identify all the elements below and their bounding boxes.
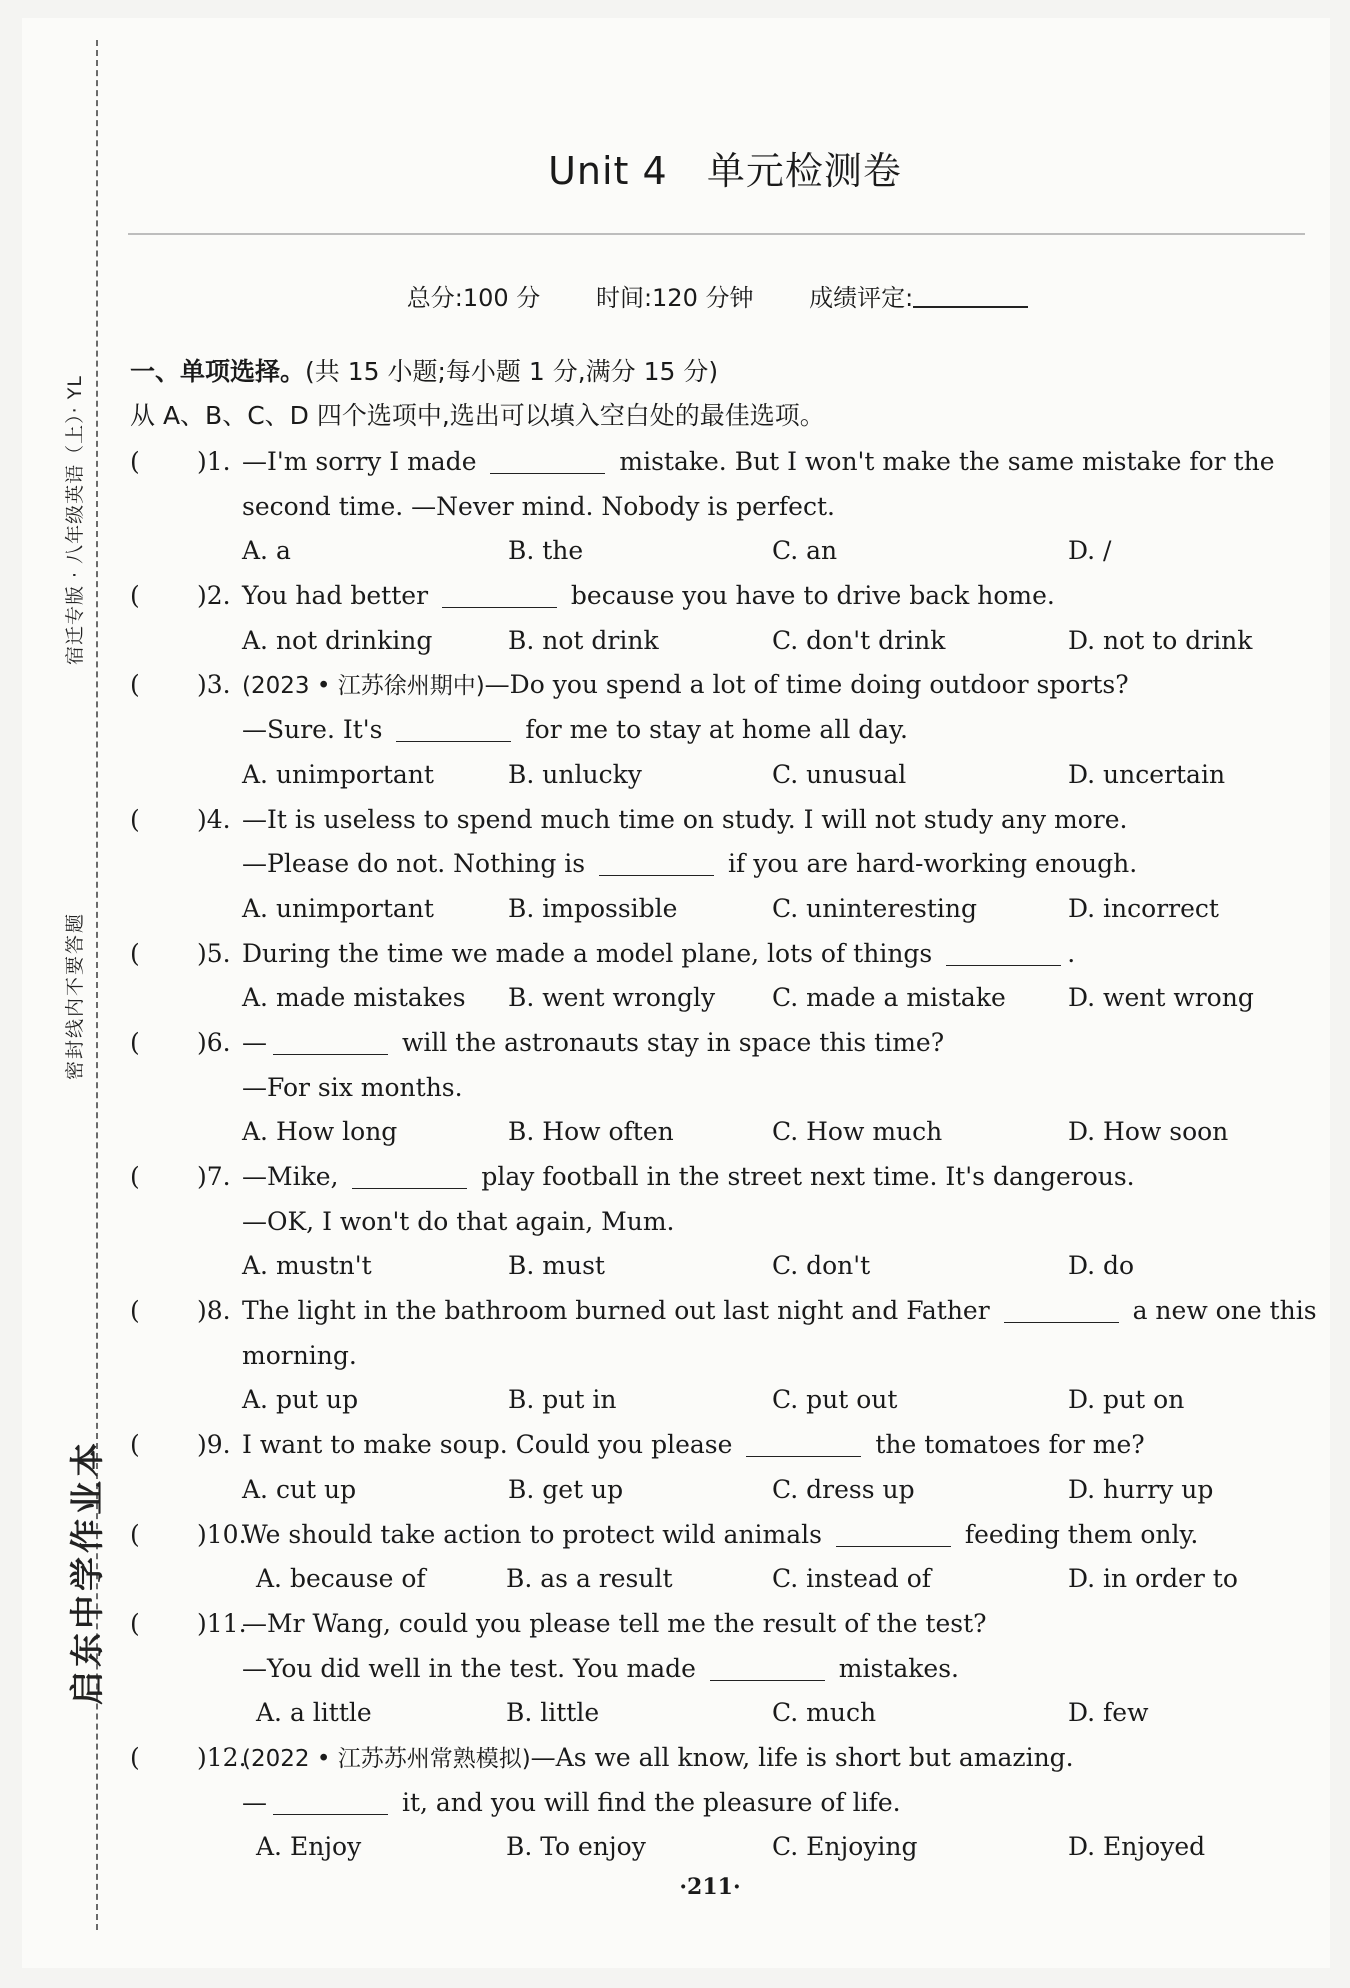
question-line: [130, 1736, 1310, 1781]
option-d[interactable]: D. /: [1068, 536, 1112, 566]
option-d[interactable]: D. put on: [1068, 1385, 1185, 1415]
options-row: [130, 976, 1310, 1021]
section-heading: [130, 352, 718, 388]
question-number: )2.: [197, 581, 231, 611]
option-d[interactable]: D. hurry up: [1068, 1474, 1214, 1504]
question-line: [130, 1334, 1310, 1379]
stem-text: if you are hard-working enough.: [720, 849, 1138, 879]
stem-text: —: [242, 1787, 267, 1817]
stem-text: We should take action to protect wild animals: [242, 1519, 830, 1549]
question-line: [130, 1200, 1310, 1245]
option-a[interactable]: A. made mistakes: [242, 983, 466, 1013]
stem-text: I want to make soup. Could you please: [242, 1430, 741, 1460]
question-item: [130, 1513, 1310, 1602]
option-c[interactable]: C. don't: [772, 1251, 871, 1281]
options-row: [130, 1110, 1310, 1155]
source-tag: (2023 • 江苏徐州期中): [242, 673, 485, 700]
stem-text: You had better: [242, 581, 436, 611]
question-line: [130, 1781, 1310, 1826]
option-d[interactable]: D. went wrong: [1068, 983, 1254, 1013]
option-d[interactable]: D. uncertain: [1068, 759, 1226, 789]
question-line: [130, 1021, 1310, 1066]
option-a[interactable]: A. Enjoy: [256, 1832, 362, 1862]
option-b[interactable]: B. get up: [508, 1474, 624, 1504]
question-stem: [242, 1289, 1317, 1334]
question-stem: [242, 1647, 959, 1692]
option-d[interactable]: D. incorrect: [1068, 893, 1219, 923]
question-number: )10.: [197, 1519, 247, 1549]
question-item: [130, 932, 1310, 1021]
answer-paren[interactable]: (: [130, 1742, 140, 1772]
question-line: [130, 1513, 1310, 1558]
options-row: [130, 1557, 1310, 1602]
option-d[interactable]: D. Enjoyed: [1068, 1832, 1206, 1862]
question-item: [130, 1602, 1310, 1736]
stem-text: —As we all know, life is short but amazing.: [530, 1742, 1074, 1772]
question-stem: [242, 1781, 901, 1826]
stem-text: —: [242, 1027, 267, 1057]
option-d[interactable]: D. do: [1068, 1251, 1135, 1281]
question-line: [130, 1066, 1310, 1111]
source-tag: (2022 • 江苏苏州常熟模拟): [242, 1745, 531, 1772]
page-title: Unit 4 单元检测卷: [548, 149, 902, 193]
question-stem: [242, 798, 1128, 843]
question-stem: [242, 1334, 357, 1379]
publisher-label: 启东中学作业本: [68, 1439, 108, 1705]
stem-text: —Sure. It's: [242, 715, 391, 745]
question-stem: [242, 1513, 1198, 1558]
stem-text: During the time we made a model plane, lots of things: [242, 938, 941, 968]
stem-text: will the astronauts stay in space this time?: [394, 1027, 945, 1057]
answer-paren[interactable]: (: [130, 447, 140, 476]
option-a[interactable]: A. How long: [242, 1117, 398, 1147]
grade-label: 成绩评定:: [809, 284, 914, 312]
stem-text: feeding them only.: [956, 1519, 1199, 1549]
question-number: )4.: [197, 804, 231, 834]
option-d[interactable]: D. few: [1068, 1698, 1149, 1728]
options-row: [130, 753, 1310, 798]
question-stem: [242, 708, 908, 753]
question-line: [130, 1289, 1317, 1334]
option-c[interactable]: C. unusual: [772, 759, 907, 789]
question-stem: [242, 1021, 944, 1066]
option-c[interactable]: C. made a mistake: [772, 983, 1006, 1013]
stem-text: —I'm sorry I made: [242, 447, 485, 476]
answer-blank[interactable]: [442, 581, 557, 608]
question-stem: [242, 1066, 463, 1111]
options-row: [130, 1378, 1310, 1423]
answer-paren[interactable]: (: [130, 670, 140, 700]
stem-text: a new one this: [1124, 1296, 1317, 1326]
option-b[interactable]: B. as a result: [506, 1564, 673, 1594]
question-stem: [242, 574, 1055, 619]
question-stem: [242, 932, 1075, 977]
question-number: )6.: [197, 1027, 231, 1057]
total-score: 总分:100 分: [406, 284, 541, 312]
option-c[interactable]: C. an: [772, 536, 838, 566]
option-b[interactable]: B. unlucky: [508, 759, 642, 789]
question-stem: [242, 663, 1129, 709]
option-d[interactable]: D. not to drink: [1068, 625, 1253, 655]
question-line: [130, 1647, 1310, 1692]
option-b[interactable]: B. How often: [508, 1117, 674, 1147]
answer-blank[interactable]: [1004, 1296, 1119, 1323]
question-number: )1.: [197, 447, 231, 476]
seal-notice: 密封线内不要答题: [64, 911, 86, 1080]
question-stem: [242, 485, 835, 530]
question-number: )7.: [197, 1162, 231, 1191]
stem-text: —It is useless to spend much time on study. I will not study any more.: [242, 804, 1128, 834]
option-a[interactable]: A. put up: [242, 1385, 359, 1415]
answer-paren[interactable]: (: [130, 938, 140, 968]
answer-blank[interactable]: [396, 715, 511, 742]
option-b[interactable]: B. To enjoy: [506, 1832, 646, 1862]
option-a[interactable]: A. a little: [256, 1698, 372, 1728]
option-b[interactable]: B. little: [506, 1698, 600, 1728]
stem-text: morning.: [242, 1340, 357, 1370]
time-limit: 时间:120 分钟: [595, 284, 754, 312]
stem-text: —Please do not. Nothing is: [242, 849, 594, 879]
option-d[interactable]: D. How soon: [1068, 1117, 1229, 1147]
answer-blank[interactable]: [746, 1430, 861, 1457]
answer-blank[interactable]: [490, 447, 605, 474]
stem-text: —Do you spend a lot of time doing outdoor sports?: [484, 670, 1129, 700]
option-c[interactable]: C. put out: [772, 1385, 898, 1415]
section-note: (共 15 小题;每小题 1 分,满分 15 分): [305, 357, 719, 386]
stem-text: —Mr Wang, could you please tell me the result of the test?: [242, 1608, 987, 1638]
question-line: [130, 798, 1310, 843]
option-b[interactable]: B. impossible: [508, 893, 678, 923]
question-line: [130, 708, 1310, 753]
answer-paren[interactable]: (: [130, 804, 140, 834]
stem-text: the tomatoes for me?: [867, 1430, 1145, 1460]
question-item: [130, 1021, 1310, 1155]
question-line: [130, 842, 1310, 887]
question-item: [130, 663, 1310, 797]
question-stem: [242, 1423, 1145, 1468]
answer-paren[interactable]: (: [130, 1027, 140, 1057]
question-number: )5.: [197, 938, 231, 968]
option-a[interactable]: A. a: [242, 536, 291, 566]
question-item: [130, 798, 1310, 932]
option-c[interactable]: C. instead of: [772, 1564, 932, 1594]
stem-text: The light in the bathroom burned out last night and Father: [242, 1296, 998, 1326]
question-line: [130, 932, 1310, 977]
answer-blank[interactable]: [352, 1162, 467, 1189]
question-stem: [242, 440, 1275, 485]
option-a[interactable]: A. not drinking: [242, 625, 433, 655]
option-a[interactable]: A. cut up: [242, 1474, 357, 1504]
section-title: 一、单项选择。: [130, 357, 306, 386]
question-item: [130, 1736, 1310, 1870]
answer-blank[interactable]: [273, 1028, 388, 1055]
option-a[interactable]: A. mustn't: [242, 1251, 372, 1281]
stem-text: —Mike,: [242, 1162, 347, 1191]
stem-text: because you have to drive back home.: [562, 581, 1055, 611]
answer-paren[interactable]: (: [130, 1296, 140, 1326]
question-number: )9.: [197, 1430, 231, 1460]
stem-text: .: [1067, 938, 1076, 968]
question-number: )12.: [197, 1742, 247, 1772]
option-b[interactable]: B. must: [508, 1251, 605, 1281]
question-stem: [242, 1602, 987, 1647]
question-line: [130, 663, 1310, 708]
answer-paren[interactable]: (: [130, 1608, 140, 1638]
option-b[interactable]: B. went wrongly: [508, 983, 716, 1013]
question-line: [130, 485, 1310, 530]
exam-meta: [0, 278, 1350, 313]
options-row: [130, 619, 1310, 664]
stem-text: for me to stay at home all day.: [517, 715, 908, 745]
question-item: [130, 440, 1310, 574]
question-item: [130, 1423, 1310, 1512]
option-c[interactable]: C. dress up: [772, 1474, 915, 1504]
question-line: [130, 1602, 1310, 1647]
stem-text: —For six months.: [242, 1072, 463, 1102]
answer-paren[interactable]: (: [130, 581, 140, 611]
question-list: [130, 440, 1317, 1870]
option-c[interactable]: C. much: [772, 1698, 877, 1728]
stem-text: play football in the street next time. It's dangerous.: [473, 1162, 1135, 1191]
option-b[interactable]: B. not drink: [508, 625, 659, 655]
answer-paren[interactable]: (: [130, 1430, 140, 1460]
option-a[interactable]: A. because of: [256, 1564, 426, 1594]
option-d[interactable]: D. in order to: [1068, 1564, 1238, 1594]
answer-blank[interactable]: [273, 1788, 388, 1815]
question-number: )11.: [197, 1608, 247, 1638]
stem-text: mistake. But I won't make the same mistake for the: [611, 447, 1275, 476]
title-divider: [128, 233, 1305, 235]
answer-blank[interactable]: [946, 939, 1061, 966]
stem-text: —You did well in the test. You made: [242, 1653, 704, 1683]
answer-blank[interactable]: [710, 1654, 825, 1681]
question-item: [130, 574, 1310, 663]
options-row: [130, 1244, 1310, 1289]
question-number: )3.: [197, 670, 231, 700]
answer-blank[interactable]: [599, 849, 714, 876]
section-instruction: 从 A、B、C、D 四个选项中,选出可以填入空白处的最佳选项。: [130, 401, 825, 430]
book-edition-label: 宿迁专版 · 八年级英语（上）· YL: [64, 375, 86, 665]
grade-blank[interactable]: [913, 306, 1028, 308]
answer-paren[interactable]: (: [130, 1162, 140, 1191]
question-line: [130, 574, 1310, 619]
options-row: [130, 1691, 1310, 1736]
question-item: [130, 1155, 1310, 1289]
question-line: [130, 1423, 1310, 1468]
answer-blank[interactable]: [836, 1520, 951, 1547]
question-stem: [242, 1155, 1135, 1200]
option-a[interactable]: A. unimportant: [242, 759, 434, 789]
options-row: [130, 1468, 1310, 1513]
question-stem: [242, 1200, 675, 1245]
answer-paren[interactable]: (: [130, 1519, 140, 1549]
grade-field: [809, 284, 1028, 312]
option-c[interactable]: C. don't drink: [772, 625, 946, 655]
options-row: [130, 887, 1310, 932]
option-c[interactable]: C. Enjoying: [772, 1832, 918, 1862]
option-b[interactable]: B. put in: [508, 1385, 617, 1415]
stem-text: —OK, I won't do that again, Mum.: [242, 1206, 675, 1236]
question-stem: [242, 842, 1137, 887]
option-c[interactable]: C. uninteresting: [772, 893, 977, 923]
question-number: )8.: [197, 1296, 231, 1326]
question-line: [130, 1155, 1310, 1200]
question-item: [130, 1289, 1317, 1423]
stem-text: mistakes.: [830, 1653, 959, 1683]
question-line: [130, 440, 1310, 485]
stem-text: second time. —Never mind. Nobody is perfect.: [242, 491, 835, 521]
option-c[interactable]: C. How much: [772, 1117, 943, 1147]
page-number: ·211·: [679, 1874, 741, 1900]
option-b[interactable]: B. the: [508, 536, 584, 566]
options-row: [130, 529, 1310, 574]
question-stem: [242, 1736, 1074, 1782]
option-a[interactable]: A. unimportant: [242, 893, 434, 923]
options-row: [130, 1825, 1310, 1870]
stem-text: it, and you will find the pleasure of life.: [394, 1787, 901, 1817]
